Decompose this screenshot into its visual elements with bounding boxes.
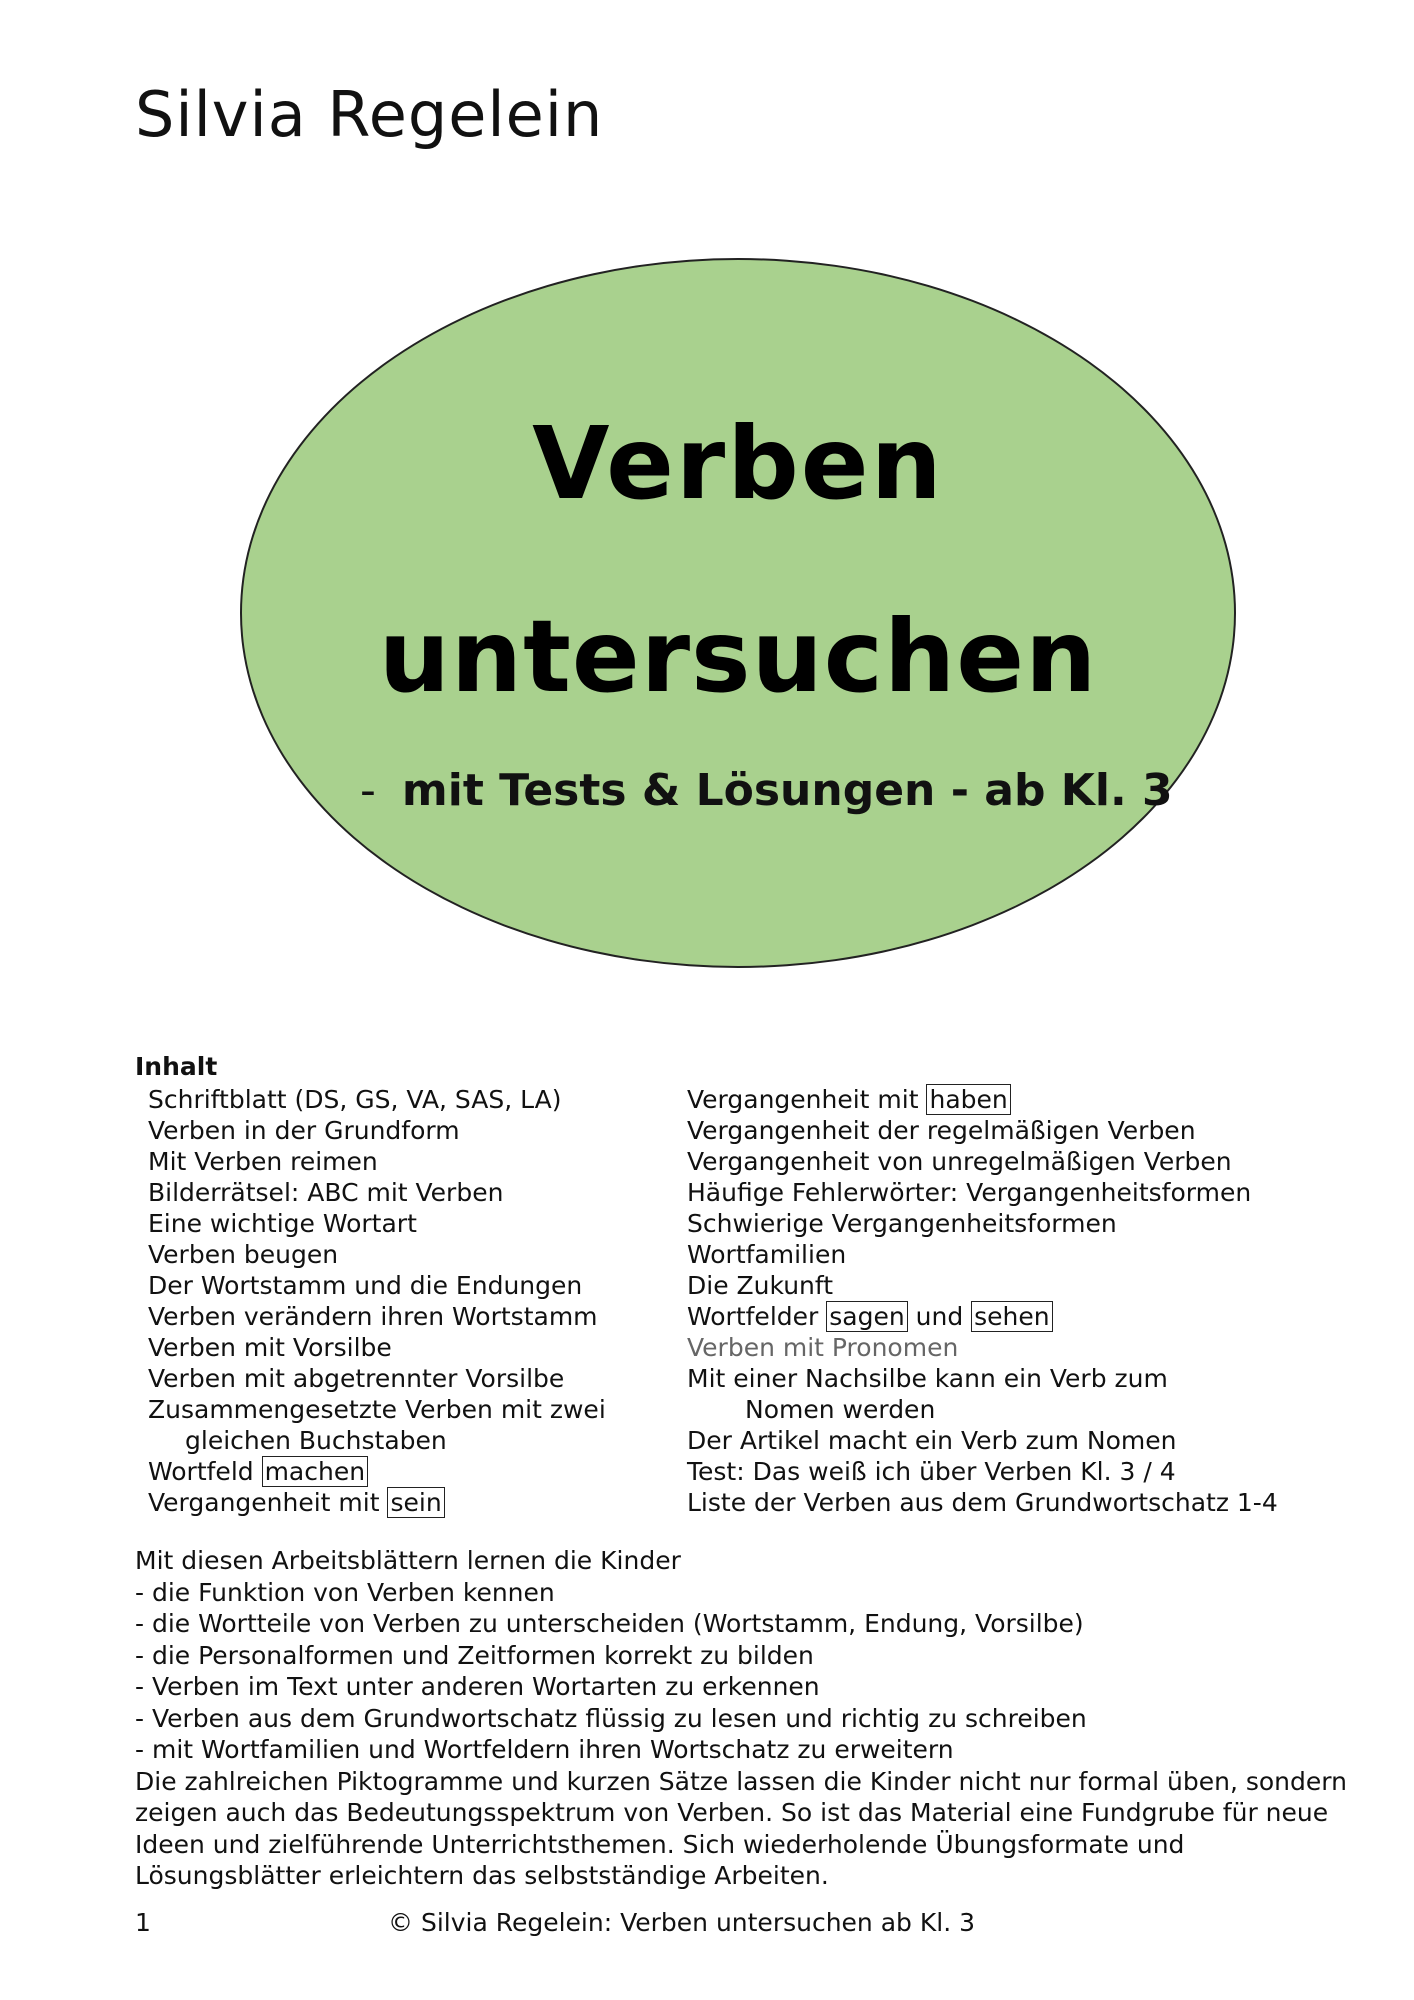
toc-item: Mit Verben reimen — [148, 1147, 378, 1176]
description-bullet: - Verben aus dem Grundwortschatz flüssig zu lesen und richtig zu schreiben — [135, 1703, 1087, 1733]
description-bullet: - Verben im Text unter anderen Wortarten zu erkennen — [135, 1672, 820, 1701]
description-bullet: - die Wortteile von Verben zu unterscheiden (Wortstamm, Endung, Vorsilbe) — [135, 1609, 1084, 1638]
boxed-word: sagen — [826, 1301, 907, 1332]
description-bullet: - mit Wortfamilien und Wortfeldern ihren Wortschatz zu erweitern — [135, 1735, 954, 1764]
boxed-word: sein — [387, 1487, 444, 1518]
subtitle — [360, 765, 1173, 816]
toc-item-text: Wortfeld — [148, 1457, 262, 1486]
boxed-word: sehen — [971, 1301, 1052, 1332]
toc-item — [148, 1487, 678, 1518]
description-paragraph-line: zeigen auch das Bedeutungsspektrum von Verben. So ist das Material eine Fundgrube für neue — [135, 1798, 1329, 1827]
toc-heading: Inhalt — [135, 1052, 218, 1081]
toc-item: Test: Das weiß ich über Verben Kl. 3 / 4 — [687, 1457, 1176, 1486]
toc-item: Vergangenheit der regelmäßigen Verben — [687, 1116, 1196, 1145]
toc-item-text: und — [907, 1302, 972, 1331]
description-intro: Mit diesen Arbeitsblättern lernen die Kinder — [135, 1546, 681, 1575]
description-paragraph-line: Lösungsblätter erleichtern das selbstständige Arbeiten. — [135, 1861, 829, 1890]
footer-copyright: © Silvia Regelein: Verben untersuchen ab Kl. 3 — [388, 1908, 975, 1937]
toc-item: Zusammengesetzte Verben mit zwei — [148, 1395, 606, 1424]
subtitle-dash: - — [360, 765, 376, 816]
author-name: Silvia Regelein — [135, 78, 604, 151]
toc-item: Verben mit abgetrennter Vorsilbe — [148, 1364, 565, 1393]
toc-item: Der Wortstamm und die Endungen — [148, 1271, 583, 1300]
subtitle-text: mit Tests & Lösungen - ab Kl. 3 — [401, 765, 1173, 816]
description-bullet: - die Funktion von Verben kennen — [135, 1577, 555, 1607]
toc-left-column — [148, 1084, 678, 1518]
toc-item-continuation: gleichen Buchstaben — [185, 1426, 447, 1455]
title-line-1: Verben — [532, 405, 944, 522]
toc-right-column — [687, 1084, 1337, 1518]
toc-item — [148, 1456, 678, 1487]
toc-item: Verben mit Vorsilbe — [148, 1333, 392, 1362]
page-number: 1 — [135, 1908, 151, 1937]
toc-item: Liste der Verben aus dem Grundwortschatz 1-4 — [687, 1488, 1278, 1517]
description-paragraph-line: Die zahlreichen Piktogramme und kurzen Sätze lassen die Kinder nicht nur formal üben, sondern — [135, 1766, 1347, 1796]
toc-item: Verben mit Pronomen — [687, 1333, 959, 1362]
toc-item: Bilderrätsel: ABC mit Verben — [148, 1178, 504, 1207]
toc-item: Eine wichtige Wortart — [148, 1209, 417, 1238]
toc-item: Wortfamilien — [687, 1240, 847, 1269]
toc-item-text: Vergangenheit mit — [148, 1488, 388, 1517]
toc-item — [687, 1084, 1337, 1115]
toc-item: Verben verändern ihren Wortstamm — [148, 1302, 598, 1331]
title-line-2: untersuchen — [378, 598, 1098, 715]
toc-item: Häufige Fehlerwörter: Vergangenheitsformen — [687, 1178, 1252, 1207]
boxed-word: haben — [926, 1084, 1010, 1115]
toc-item-text: Wortfelder — [687, 1302, 827, 1331]
toc-item — [687, 1301, 1337, 1332]
description-block — [135, 1545, 1355, 1892]
toc-item: Vergangenheit von unregelmäßigen Verben — [687, 1147, 1232, 1176]
boxed-word: machen — [262, 1456, 369, 1487]
toc-item: Verben in der Grundform — [148, 1116, 460, 1145]
description-bullet: - die Personalformen und Zeitformen korrekt zu bilden — [135, 1640, 814, 1670]
toc-item: Mit einer Nachsilbe kann ein Verb zum — [687, 1364, 1168, 1393]
toc-item: Verben beugen — [148, 1240, 339, 1269]
toc-item-continuation: Nomen werden — [745, 1395, 936, 1424]
toc-item: Schwierige Vergangenheitsformen — [687, 1209, 1117, 1238]
toc-item: Der Artikel macht ein Verb zum Nomen — [687, 1426, 1177, 1455]
description-paragraph-line: Ideen und zielführende Unterrichtsthemen. Sich wiederholende Übungsformate und — [135, 1829, 1185, 1859]
toc-item-text: Vergangenheit mit — [687, 1085, 927, 1114]
toc-item: Die Zukunft — [687, 1271, 834, 1300]
toc-item: Schriftblatt (DS, GS, VA, SAS, LA) — [148, 1085, 562, 1114]
